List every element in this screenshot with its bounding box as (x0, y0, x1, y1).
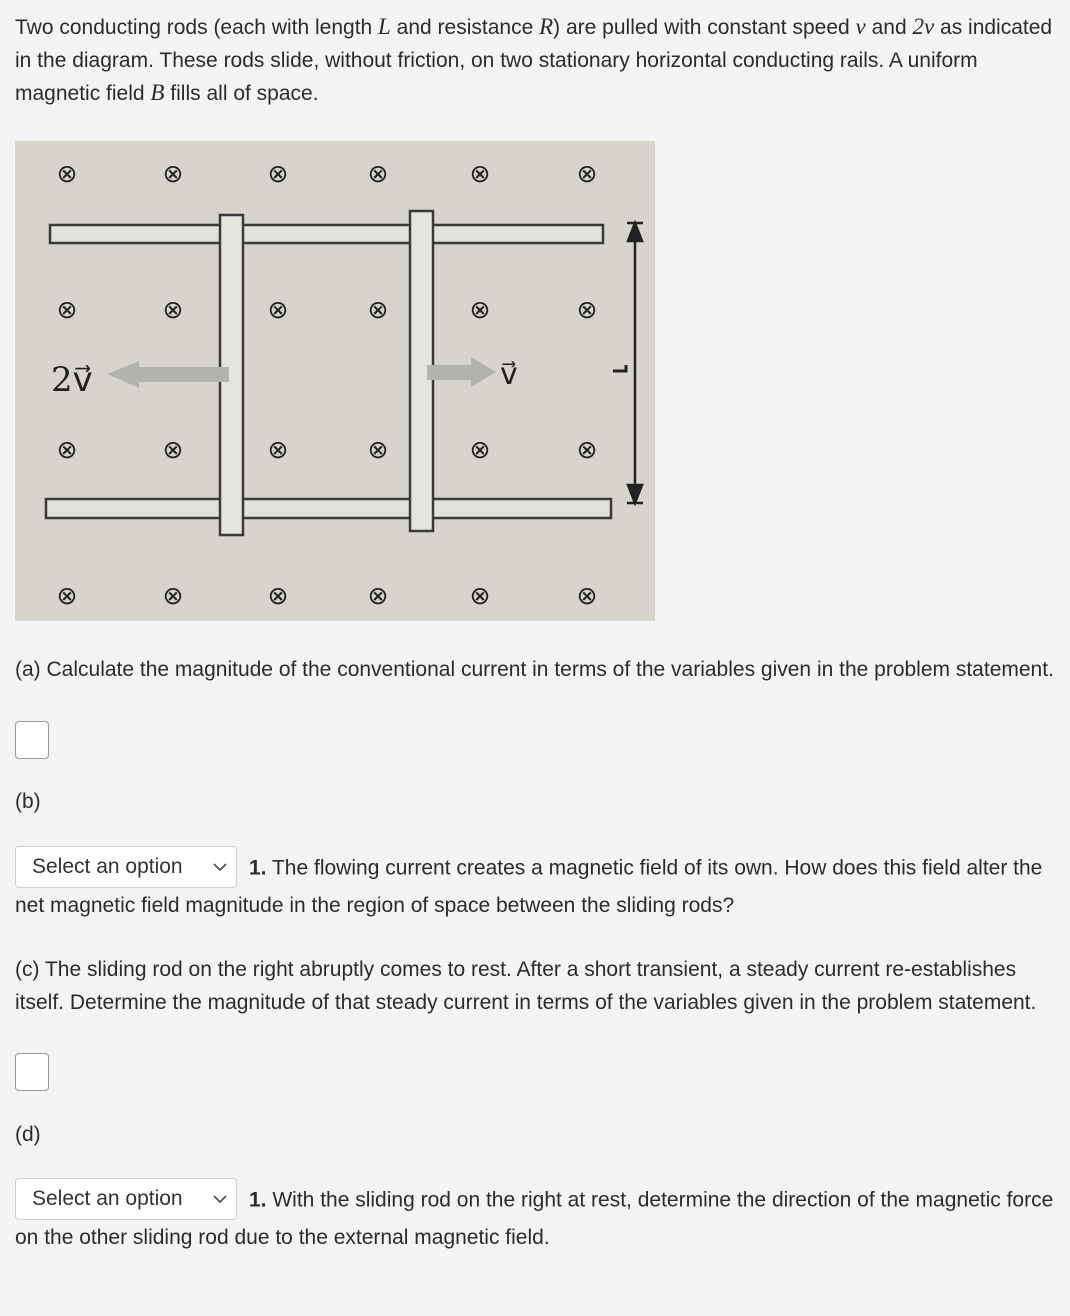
part-b-select[interactable]: Select an option (15, 846, 237, 888)
part-a-question: (a) Calculate the magnitude of the conventional current in terms of the variables given in the problem statement. (15, 658, 1054, 681)
field-into-page-symbol: ⊗ (162, 581, 184, 610)
field-into-page-symbol: ⊗ (267, 295, 289, 324)
field-into-page-symbol: ⊗ (367, 295, 389, 324)
field-into-page-symbol: ⊗ (56, 159, 78, 188)
var-L: L (378, 14, 391, 39)
field-into-page-symbol: ⊗ (56, 435, 78, 464)
field-into-page-symbol: ⊗ (576, 295, 598, 324)
field-into-page-symbol: ⊗ (469, 581, 491, 610)
part-d-question: Select an option 1. With the sliding rod on the right at rest, determine the direction of the magnetic force on the other sliding rod due to the external magnetic field. (15, 1180, 1055, 1255)
var-2v: 2v (912, 14, 935, 39)
field-into-page-symbol: ⊗ (267, 159, 289, 188)
part-d-select[interactable]: Select an option (15, 1178, 237, 1220)
field-into-page-symbol: ⊗ (367, 435, 389, 464)
problem-statement: Two conducting rods (each with length L and resistance R) are pulled with constant speed v and 2v as indicated in the diagram. These rods slide, without friction, on two stationary horizontal conducting rails. A uniform magnetic field B fills all of space. (15, 14, 1053, 105)
top-rail (50, 225, 603, 243)
field-into-page-symbol: ⊗ (162, 295, 184, 324)
field-into-page-symbol: ⊗ (56, 295, 78, 324)
var-v: v (855, 14, 866, 39)
circuit-diagram (15, 141, 655, 621)
field-into-page-symbol: ⊗ (469, 159, 491, 188)
field-into-page-symbol: ⊗ (367, 159, 389, 188)
part-d-label: (d) (15, 1123, 41, 1146)
field-into-page-symbol: ⊗ (162, 159, 184, 188)
field-into-page-symbol: ⊗ (267, 435, 289, 464)
field-into-page-symbol: ⊗ (469, 435, 491, 464)
field-into-page-symbol: ⊗ (576, 581, 598, 610)
part-b-label: (b) (15, 790, 41, 813)
part-c-question: (c) The sliding rod on the right abruptly comes to rest. After a short transient, a steady current re-establishes itself. Determine the magnitude of that steady current in terms of the variables given in the problem statement. (15, 958, 1037, 1014)
right-velocity-label: v⃗ (500, 357, 518, 392)
field-into-page-symbol: ⊗ (469, 295, 491, 324)
field-into-page-symbol: ⊗ (267, 581, 289, 610)
chevron-down-icon (212, 862, 228, 872)
part-b-question: Select an option 1. The flowing current creates a magnetic field of its own. How does this field alter the net magnetic field magnitude in the region of space between the sliding rods? (15, 848, 1055, 923)
chevron-down-icon (212, 1194, 228, 1204)
left-velocity-label: 2v⃗ (51, 360, 93, 400)
field-into-page-symbol: ⊗ (56, 581, 78, 610)
var-B: B (150, 80, 165, 105)
part-c-answer-input[interactable] (15, 1053, 49, 1091)
part-a-answer-input[interactable] (15, 721, 49, 759)
field-into-page-symbol: ⊗ (576, 159, 598, 188)
field-into-page-symbol: ⊗ (576, 435, 598, 464)
diagram-background (15, 141, 655, 621)
bottom-rail (46, 499, 611, 518)
field-into-page-symbol: ⊗ (162, 435, 184, 464)
field-into-page-symbol: ⊗ (367, 581, 389, 610)
var-R: R (539, 14, 554, 39)
